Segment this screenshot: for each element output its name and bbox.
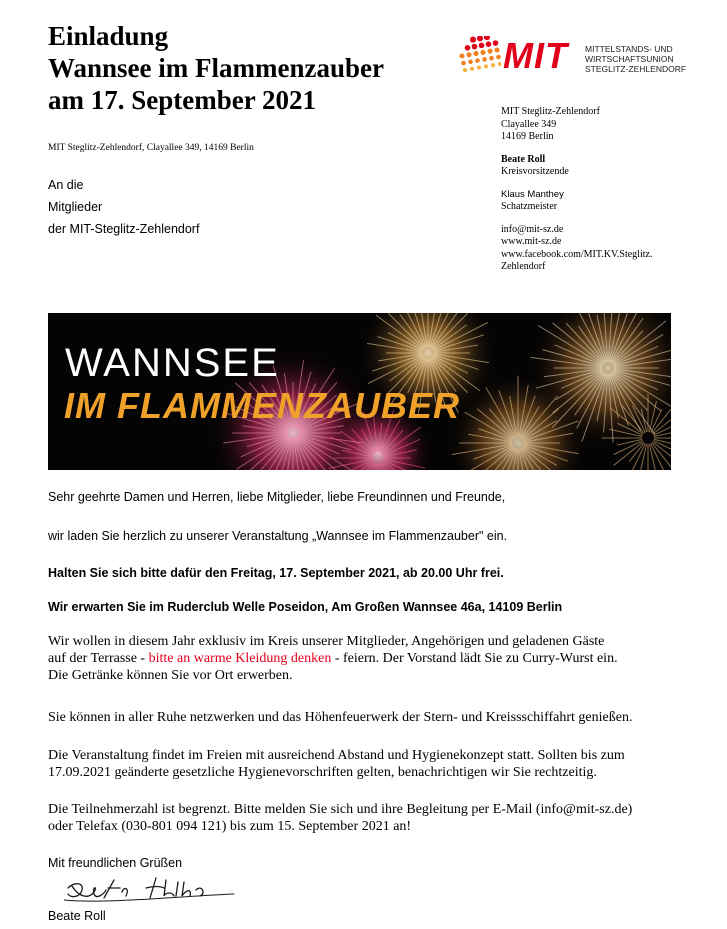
logo-wordmark: MIT — [503, 35, 568, 76]
sender-address-line: MIT Steglitz-Zehlendorf, Clayallee 349, 14169 Berlin — [48, 143, 254, 153]
contact-email[interactable]: info@mit-sz.de — [501, 223, 564, 235]
contact-web[interactable]: www.mit-sz.de — [501, 236, 562, 247]
paragraph-4 — [48, 801, 632, 835]
paragraph-4-line-1: Die Teilnehmerzahl ist begrenzt. Bitte melden Sie sich und ihre Begleitung per E-Mail (info@mit-sz.de) — [48, 802, 633, 817]
greeting: Sehr geehrte Damen und Herren, liebe Mitglieder, liebe Freundinnen und Freunde, — [48, 490, 506, 504]
banner-title-line-1: WANNSEE — [65, 341, 280, 385]
paragraph-1-line-1: Wir wollen in diesem Jahr exklusiv im Kreis unserer Mitglieder, Angehörigen und geladenen Gäste — [48, 634, 605, 649]
signature-image — [64, 874, 244, 908]
paragraph-1-line-2 — [48, 650, 618, 667]
paragraph-3-line-1: Die Veranstaltung findet im Freien mit ausreichend Abstand und Hygienekonzept statt. Sollten bis zum — [48, 748, 625, 763]
logo-subtitle — [585, 44, 686, 74]
logo-subtitle-line-2: WIRTSCHAFTSUNION — [585, 54, 674, 64]
banner-title-line-2: IM FLAMMENZAUBER — [64, 385, 460, 426]
closing: Mit freundlichen Grüßen — [48, 856, 183, 870]
recipient-block — [48, 174, 199, 240]
logo-subtitle-line-3: STEGLITZ-ZEHLENDORF — [585, 64, 687, 74]
paragraph-4-line-2: oder Telefax (030-801 094 121) bis zum 15. September 2021 an! — [48, 819, 412, 834]
paragraph-3-line-2: 17.09.2021 geänderte gesetzliche Hygienevorschriften gelten, benachrichtigen wir Sie rechtzeitig. — [48, 765, 597, 780]
event-banner-image — [48, 313, 671, 470]
contact-treasurer-name: Klaus Manthey — [501, 188, 564, 200]
contact-street: Clayallee 349 — [501, 118, 557, 130]
title-line-1: Einladung — [48, 21, 169, 51]
event-location-line: Wir erwarten Sie im Ruderclub Welle Poseidon, Am Großen Wannsee 46a, 14109 Berlin — [48, 600, 563, 614]
event-date-line: Halten Sie sich bitte dafür den Freitag, 17. September 2021, ab 20.00 Uhr frei. — [48, 566, 504, 580]
paragraph-1-line-3: Die Getränke können Sie vor Ort erwerben. — [48, 668, 293, 683]
paragraph-1-line-2-start: auf der Terrasse - — [48, 651, 149, 666]
warm-clothing-note: bitte an warme Kleidung denken — [148, 651, 332, 666]
contact-chair-name: Beate Roll — [501, 153, 546, 165]
document-title — [48, 20, 384, 116]
recipient-line-3: der MIT-Steglitz-Zehlendorf — [48, 222, 200, 236]
title-line-2: Wannsee im Flammenzauber — [48, 53, 384, 83]
contact-org: MIT Steglitz-Zehlendorf — [501, 106, 600, 117]
recipient-line-1: An die — [48, 178, 84, 192]
mit-logo-icon — [453, 36, 501, 78]
contact-chair-role: Kreisvorsitzende — [501, 166, 569, 177]
contact-city: 14169 Berlin — [501, 131, 554, 142]
contact-treasurer-role: Schatzmeister — [501, 201, 558, 212]
recipient-line-2: Mitglieder — [48, 200, 103, 214]
contact-facebook-2[interactable]: Zehlendorf — [501, 261, 546, 272]
contact-block — [501, 106, 652, 274]
invitation-line: wir laden Sie herzlich zu unserer Veranstaltung „Wannsee im Flammenzauber" ein. — [48, 529, 508, 543]
title-line-3: am 17. September 2021 — [48, 85, 316, 115]
logo-subtitle-line-1: MITTELSTANDS- UND — [585, 44, 673, 54]
paragraph-3 — [48, 747, 625, 781]
contact-facebook-1[interactable]: www.facebook.com/MIT.KV.Steglitz. — [501, 248, 653, 260]
signer-name: Beate Roll — [48, 909, 106, 923]
paragraph-1 — [48, 633, 618, 684]
paragraph-2: Sie können in aller Ruhe netzwerken und das Höhenfeuerwerk der Stern- und Kreissschiffahrt genießen. — [48, 710, 633, 725]
paragraph-1-line-2-end: - feiern. Der Vorstand lädt Sie zu Curry-Wurst ein. — [331, 651, 618, 666]
